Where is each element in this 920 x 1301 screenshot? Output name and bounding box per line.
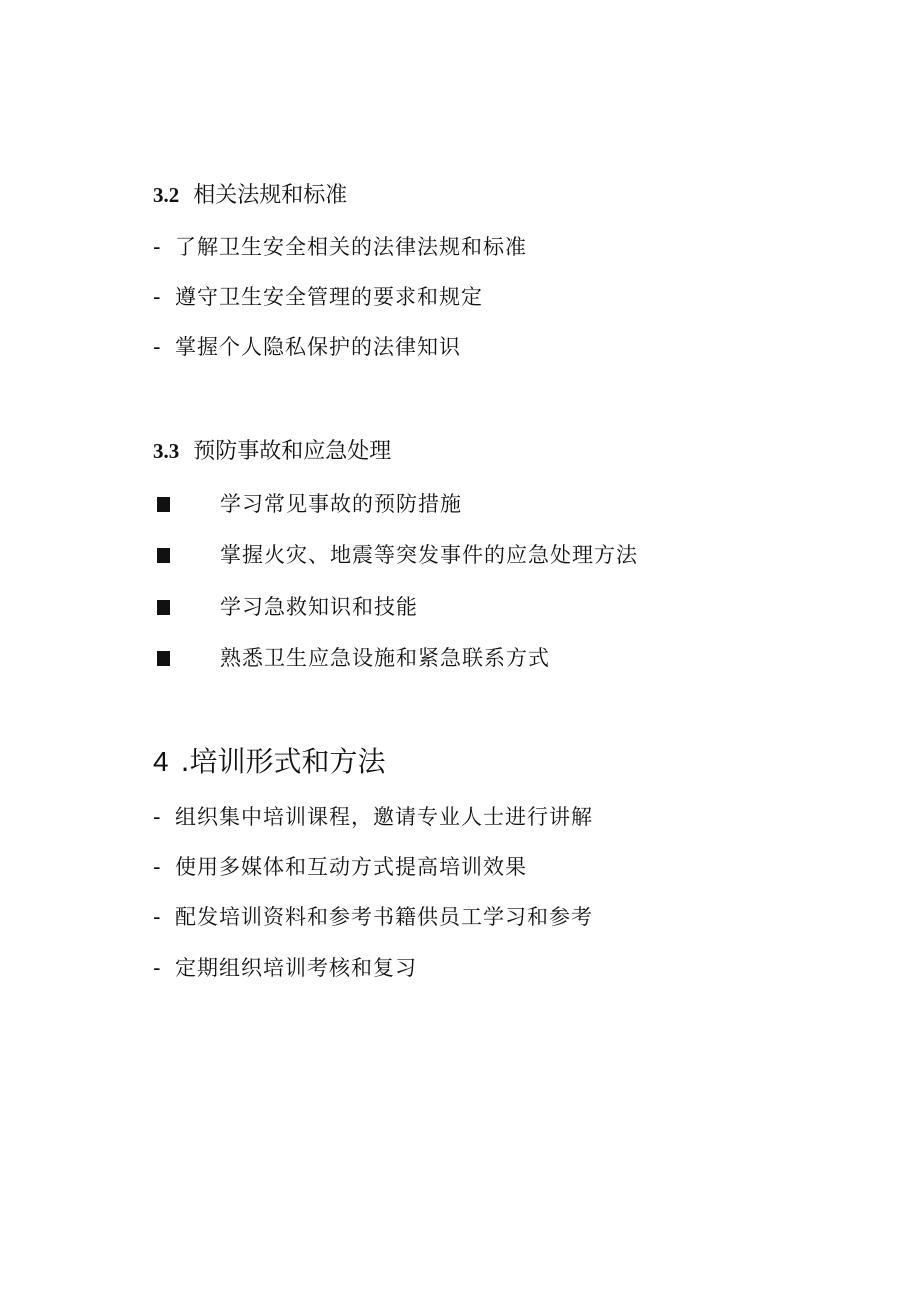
list-item-text: 熟悉卫生应急设施和紧急联系方式 bbox=[220, 646, 550, 670]
square-bullet-icon bbox=[157, 548, 170, 563]
list-item bbox=[157, 494, 462, 515]
section-number: 3.2 bbox=[153, 183, 180, 207]
list-item-text: 遵守卫生安全管理的要求和规定 bbox=[175, 285, 483, 309]
dash-marker: - bbox=[153, 855, 162, 879]
list-item-text: 学习急救知识和技能 bbox=[220, 595, 418, 619]
dash-marker: - bbox=[153, 335, 162, 359]
list-item bbox=[157, 648, 550, 669]
dash-marker: - bbox=[153, 235, 162, 259]
square-bullet-icon bbox=[157, 600, 170, 615]
list-item bbox=[157, 545, 638, 566]
list-item bbox=[153, 958, 417, 979]
list-item-text: 定期组织培训考核和复习 bbox=[175, 956, 417, 980]
list-item bbox=[157, 597, 418, 618]
section-heading-3-3 bbox=[153, 441, 391, 463]
dash-marker: - bbox=[153, 956, 162, 980]
list-item bbox=[153, 337, 461, 358]
list-item bbox=[153, 237, 527, 258]
list-item-text: 配发培训资料和参考书籍供员工学习和参考 bbox=[175, 905, 593, 929]
square-bullet-icon bbox=[157, 497, 170, 512]
list-item bbox=[153, 287, 483, 308]
section-title: .培训形式和方法 bbox=[180, 745, 386, 778]
list-item-text: 使用多媒体和互动方式提高培训效果 bbox=[175, 855, 527, 879]
dash-marker: - bbox=[153, 285, 162, 309]
square-bullet-icon bbox=[157, 651, 170, 666]
list-item-text: 了解卫生安全相关的法律法规和标准 bbox=[175, 235, 527, 259]
dash-marker: - bbox=[153, 805, 162, 829]
list-item bbox=[153, 907, 593, 928]
section-number: 4 bbox=[153, 746, 169, 777]
list-item-text: 掌握火灾、地震等突发事件的应急处理方法 bbox=[220, 543, 638, 567]
list-item-text: 掌握个人隐私保护的法律知识 bbox=[175, 335, 461, 359]
section-number: 3.3 bbox=[153, 439, 180, 463]
list-item bbox=[153, 857, 527, 878]
section-title: 相关法规和标准 bbox=[193, 183, 348, 208]
section-title: 预防事故和应急处理 bbox=[193, 439, 392, 464]
section-heading-3-2 bbox=[153, 185, 347, 207]
dash-marker: - bbox=[153, 905, 162, 929]
list-item-text: 学习常见事故的预防措施 bbox=[220, 492, 462, 516]
section-heading-4 bbox=[153, 745, 386, 778]
list-item-text: 组织集中培训课程，邀请专业人士进行讲解 bbox=[175, 805, 593, 829]
list-item bbox=[153, 807, 593, 828]
